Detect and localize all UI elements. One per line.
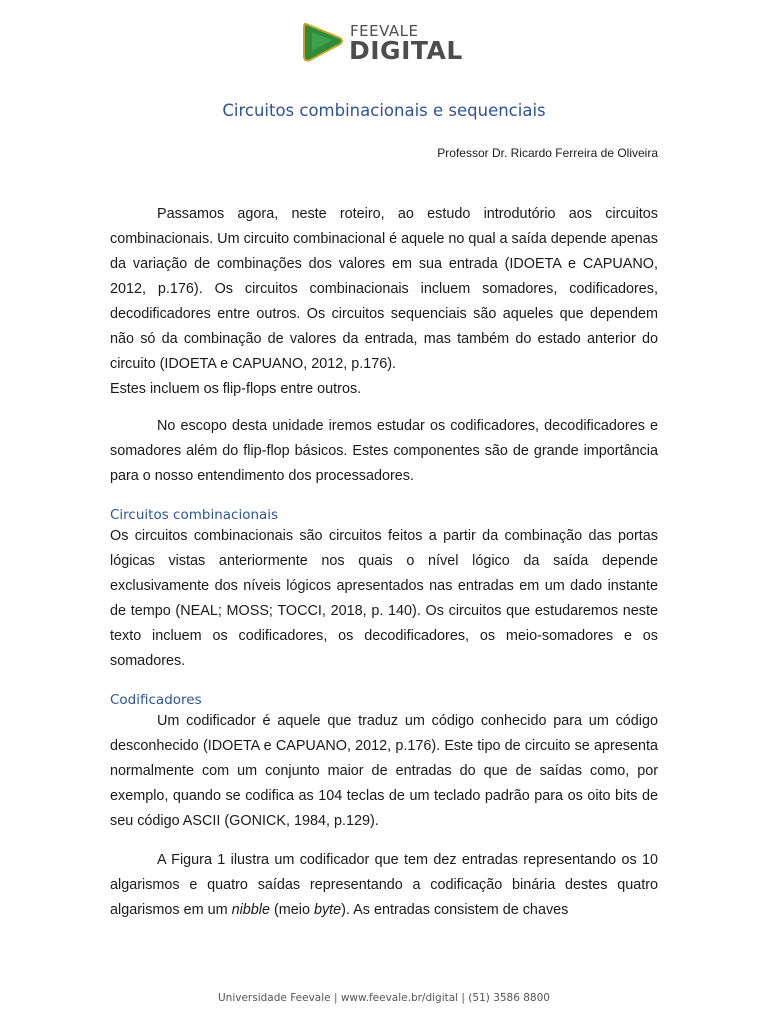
figure-text-2: (meio xyxy=(269,902,314,918)
document-title: Circuitos combinacionais e sequenciais xyxy=(222,101,546,120)
paragraph-intro xyxy=(110,202,658,402)
heading-codificadores: Codificadores xyxy=(110,692,202,708)
feevale-digital-logo xyxy=(300,18,470,66)
figure-text-nibble: nibble xyxy=(231,902,270,918)
paragraph-scope: No escopo desta unidade iremos estudar os codificadores, decodificadores e somadores além do flip-flop básicos. Estes componentes são de grande importância para o nosso entendimento dos processadores. xyxy=(110,418,658,484)
heading-circuitos-combinacionais: Circuitos combinacionais xyxy=(110,507,279,523)
page-footer: Universidade Feevale | www.feevale.br/digital | (51) 3586 8800 xyxy=(218,992,550,1004)
author-line: Professor Dr. Ricardo Ferreira de Oliveira xyxy=(437,146,658,160)
logo-text-digital: DIGITAL xyxy=(349,36,463,65)
paragraph-encoder: Um codificador é aquele que traduz um código conhecido para um código desconhecido (IDOETA e CAPUANO, 2012, p.176). Este tipo de circuito se apresenta normalmente com um conjunto maior de entradas do que de saídas como, por exemplo, quando se codifica as 104 teclas de um teclado padrão para os oito bits de seu código ASCII (GONICK, 1984, p.129). xyxy=(110,713,658,829)
paragraph-figure xyxy=(110,848,658,923)
paragraph-intro-tail: Estes incluem os flip-flops entre outros. xyxy=(110,381,362,397)
paragraph-intro-body: Passamos agora, neste roteiro, ao estudo introdutório aos circuitos combinacionais. Um circuito combinacional é aquele no qual a saída depende apenas da variação de combinações dos valores em sua entrada (IDOETA e CAPUANO, 2012, p.176). Os circuitos combinacionais incluem somadores, codificadores, decodificadores entre outros. Os circuitos sequenciais são aqueles que dependem não só da combinação de valores da entrada, mas também do estado anterior do circuito (IDOETA e CAPUANO, 2012, p.176). xyxy=(110,206,658,372)
figure-text-3: ). As entradas consistem de chaves xyxy=(341,902,569,918)
logo-leaf-icon xyxy=(300,18,346,64)
logo-text-feevale: FEEVALE xyxy=(350,22,419,40)
paragraph-combinational: Os circuitos combinacionais são circuitos feitos a partir da combinação das portas lógicas vistas anteriormente nos quais o nível lógico da saída depende exclusivamente dos níveis lógicos apresentados nas entradas em um dado instante de tempo (NEAL; MOSS; TOCCI, 2018, p. 140). Os circuitos que estudaremos neste texto incluem os codificadores, os decodificadores, os meio-somadores e os somadores. xyxy=(110,528,658,669)
figure-text-byte: byte xyxy=(313,902,342,918)
figure-text-1: A Figura 1 ilustra um codificador que tem dez entradas representando os 10 algarismos e quatro saídas representando a codificação binária destes quatro algarismos em um xyxy=(110,852,658,918)
